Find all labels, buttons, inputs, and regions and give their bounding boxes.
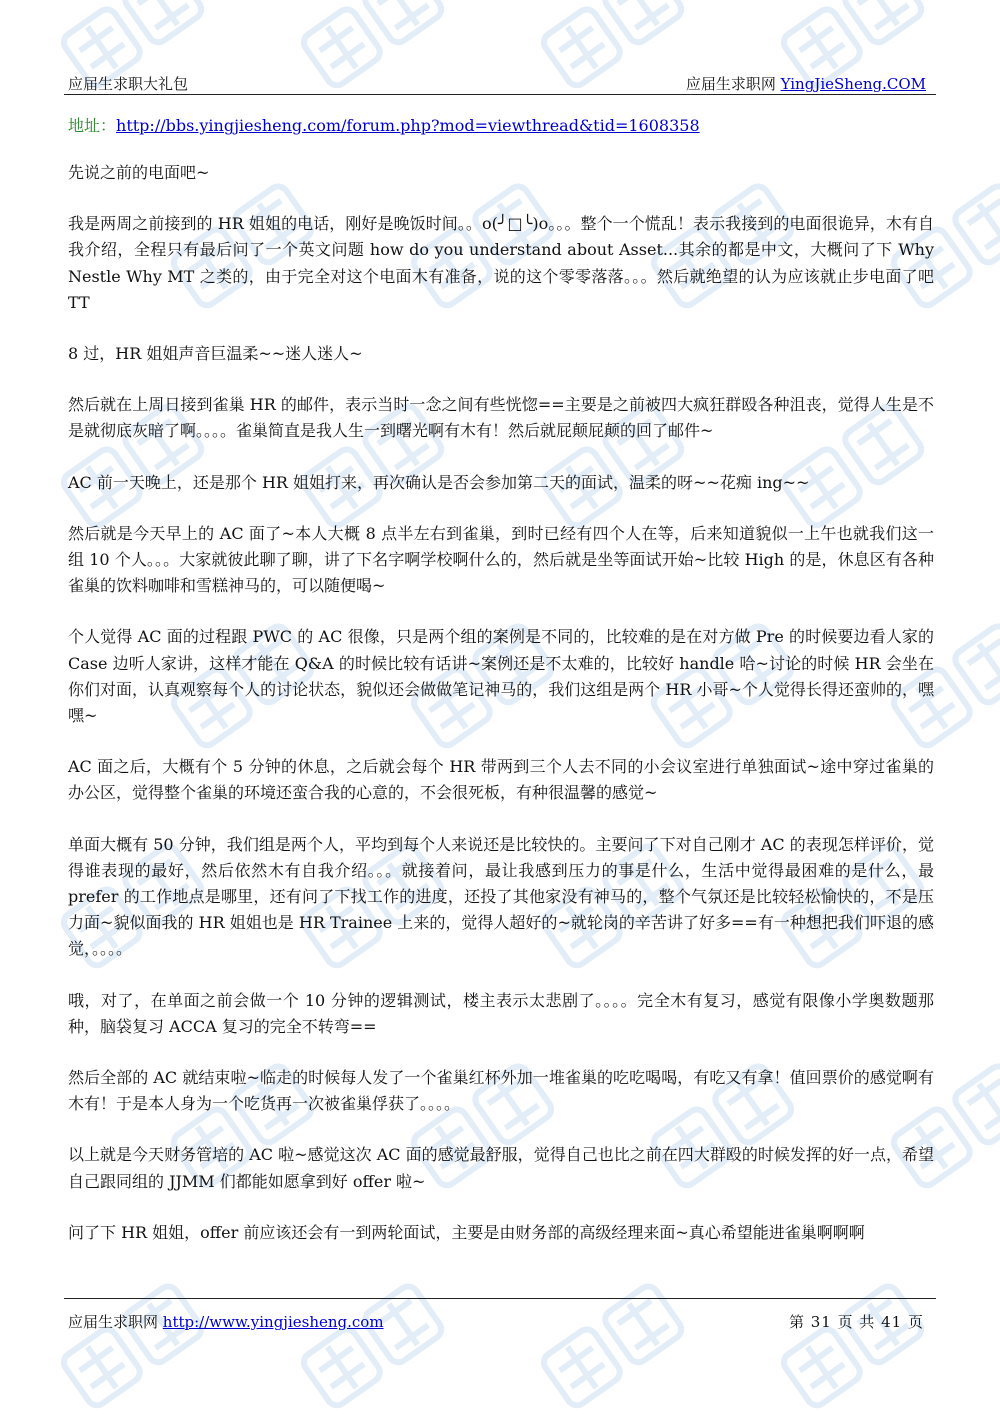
paragraph: AC 面之后，大概有个 5 分钟的休息，之后就会每个 HR 带两到三个人去不同的小会议室进行单独面试~途中穿过雀巢的办公区，觉得整个雀巢的环境还蛮合我的心意的，不会很死板，有种很温馨的感觉~	[68, 757, 934, 803]
address-link[interactable]: http://bbs.yingjiesheng.com/forum.php?mod=viewthread&tid=1608358	[116, 116, 700, 135]
address-line	[68, 113, 700, 136]
paragraph: 我是两周之前接到的 HR 姐姐的电话，刚好是晚饭时间。。o(╯□╰)o。。。整个一个慌乱！表示我接到的电面很诡异，木有自我介绍，全程只有最后问了一个英文问题 how do you understand about Asset...其余的都是中文，大概问了下 Why Nestle Why MT 之类的，由于完全对这个电面木有准备，说的这个零零落落。。。然后就绝望的认为应该就止步电面了吧 TT	[68, 214, 934, 312]
paragraph: 个人觉得 AC 面的过程跟 PWC 的 AC 很像，只是两个组的案例是不同的，比较难的是在对方做 Pre 的时候要边看人家的 Case 边听人家讲，这样才能在 Q&A 的时候比较有话讲~案例还是不太难的，比较好 handle 哈~讨论的时候 HR 会坐在你们对面，认真观察每个人的讨论状态，貌似还会做做笔记神马的，我们这组是两个 HR 小哥~个人觉得长得还蛮帅的，嘿嘿~	[68, 627, 934, 726]
paragraph: 然后就是今天早上的 AC 面了~本人大概 8 点半左右到雀巢，到时已经有四个人在等，后来知道貌似一上午也就我们这一组 10 个人。。。大家就彼此聊了聊，讲了下名字啊学校啊什么的，然后就是坐等面试开始~比较 High 的是，休息区有各种雀巢的饮料咖啡和雪糕神马的，可以随便喝~	[68, 523, 934, 596]
footer-site-label: 应届生求职网	[68, 1313, 163, 1331]
article-body	[68, 160, 934, 1271]
footer-divider	[64, 1298, 936, 1299]
paragraph: 8 过，HR 姐姐声音巨温柔~~迷人迷人~	[68, 344, 363, 364]
header-site	[686, 73, 926, 94]
header-divider	[64, 94, 936, 95]
paragraph: 先说之前的电面吧~	[68, 163, 210, 182]
paragraph: 然后全部的 AC 就结束啦~临走的时候每人发了一个雀巢红杯外加一堆雀巢的吃吃喝喝，有吃又有拿！值回票价的感觉啊有木有！于是本人身为一个吃货再一次被雀巢俘获了。。。。	[68, 1068, 934, 1114]
paragraph: 哦，对了，在单面之前会做一个 10 分钟的逻辑测试，楼主表示太悲剧了。。。。完全木有复习，感觉有限像小学奥数题那种，脑袋复习 ACCA 复习的完全不转弯==	[68, 990, 934, 1036]
paragraph: 问了下 HR 姐姐，offer 前应该还会有一到两轮面试，主要是由财务部的高级经理来面~真心希望能进雀巢啊啊啊	[68, 1222, 865, 1242]
header-site-link[interactable]: YingJieSheng.COM	[780, 75, 926, 93]
paragraph: AC 前一天晚上，还是那个 HR 姐姐打来，再次确认是否会参加第二天的面试，温柔的呀~~花痴 ing~~	[68, 472, 810, 492]
footer-site-link[interactable]: http://www.yingjiesheng.com	[162, 1313, 384, 1331]
paragraph: 单面大概有 50 分钟，我们组是两个人，平均到每个人来说还是比较快的。主要问了下对自己刚才 AC 的表现怎样评价，觉得谁表现的最好，然后依然木有自我介绍。。。就接着问，最让我感到压力的事是什么，生活中觉得最困难的是什么，最 prefer 的工作地点是哪里，还有问了下找工作的进度，还投了其他家没有神马的，整个气氛还是比较轻松愉快的，不是压力面~貌似面我的 HR 姐姐也是 HR Trainee 上来的，觉得人超好的~就轮岗的辛苦讲了好多==有一种想把我们吓退的感觉，。。。。	[68, 834, 934, 959]
header-title: 应届生求职大礼包	[68, 75, 189, 93]
header-site-label: 应届生求职网	[685, 75, 781, 93]
address-label: 地址：	[68, 116, 117, 135]
footer-site	[68, 1311, 384, 1332]
page-number: 第 31 页 共 41 页	[788, 1313, 924, 1331]
paragraph: 然后就在上周日接到雀巢 HR 的邮件，表示当时一念之间有些恍惚==主要是之前被四大疯狂群殴各种沮丧，觉得人生是不是就彻底灰暗了啊。。。。雀巢简直是我人生一到曙光啊有木有！然后就屁颠屁颠的回了邮件~	[68, 395, 934, 441]
paragraph: 以上就是今天财务管培的 AC 啦~感觉这次 AC 面的感觉最舒服，觉得自己也比之前在四大群殴的时候发挥的好一点，希望自己跟同组的 JJMM 们都能如愿拿到好 offer 啦~	[68, 1145, 934, 1191]
